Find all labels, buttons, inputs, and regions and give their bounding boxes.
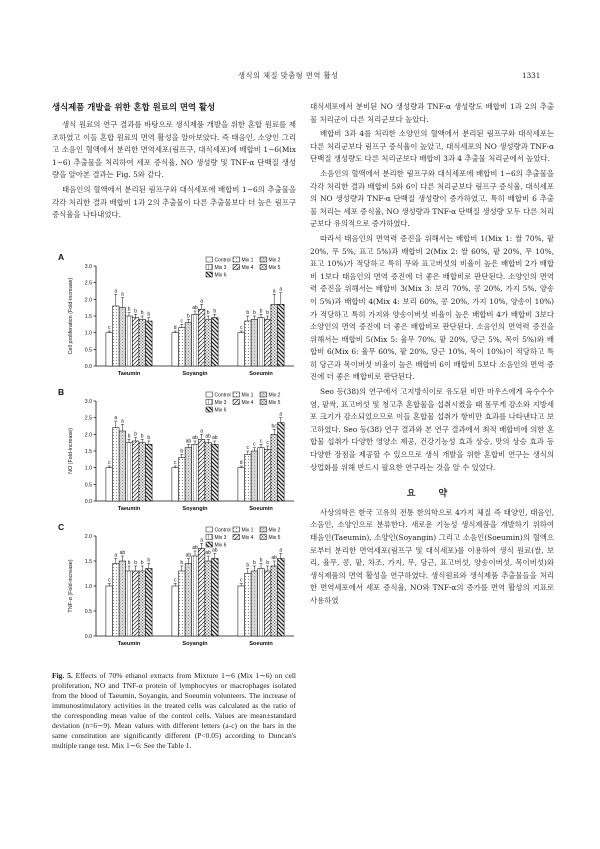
legend-label: Mix 1 xyxy=(241,257,254,264)
y-tick-label: 0.5 xyxy=(84,609,92,615)
legend-label: Mix 3 xyxy=(214,535,227,541)
caption-text: Effects of 70% ethanol extracts from Mixture 1∼6 (Mix 1∼6) on cell proliferation, NO and TNF-α protein of lymphocytes or macrophages isolated from the blood of Taeumin, Soyangin, and Soeumin volunteers. The increase of immunostimulatory activities in the treated cells was calculated as the ratio of the corresponding mean value of the control cells. Values are mean±standard deviation (n=6∼9). Mean values with different letters (a-c) on the bars in the same constitution are significantly different (P<0.05) according to Duncan's multiple range test. Mix 1∼6: See the Table 1. xyxy=(52,671,296,750)
bar xyxy=(238,333,245,366)
significance-letter: b xyxy=(134,308,137,315)
bar xyxy=(192,314,199,366)
significance-letter: a xyxy=(279,286,283,293)
significance-letter: b xyxy=(180,560,184,566)
bar xyxy=(172,468,179,501)
bar xyxy=(139,319,146,366)
bar xyxy=(113,428,120,501)
bar xyxy=(179,328,186,366)
x-tick-label: Soeumin xyxy=(249,641,273,647)
bar xyxy=(251,451,258,501)
bar xyxy=(119,561,126,636)
significance-letter: c xyxy=(107,325,111,331)
significance-letter: c xyxy=(239,325,243,331)
y-axis-label: TNF-α (Fold-increase) xyxy=(68,559,74,613)
bar xyxy=(126,316,133,366)
significance-letter: a xyxy=(114,288,118,295)
y-tick-label: 1.0 xyxy=(84,465,92,472)
significance-letter: b xyxy=(246,310,250,316)
bar xyxy=(146,444,153,501)
bar xyxy=(212,559,219,637)
bar xyxy=(258,448,265,501)
x-tick-label: Soeumin xyxy=(249,506,273,512)
legend-swatch xyxy=(260,265,267,270)
bar xyxy=(251,319,258,366)
panel-label: B xyxy=(58,387,65,397)
significance-letter: ab xyxy=(205,433,211,440)
running-header xyxy=(0,71,600,85)
bar xyxy=(146,569,153,637)
legend-swatch xyxy=(233,265,240,270)
y-axis-label: Cell proliferation (Fold-increase) xyxy=(68,277,74,355)
significance-letter: b xyxy=(180,448,184,455)
legend-swatch xyxy=(206,535,213,540)
legend-label: Mix 3 xyxy=(214,265,227,271)
y-tick-label: 2.0 xyxy=(84,297,92,304)
legend-label: Mix 2 xyxy=(268,392,281,399)
x-tick-label: Soyangin xyxy=(182,506,208,512)
legend-label: Control xyxy=(214,527,231,534)
significance-letter: b xyxy=(147,435,151,441)
bar xyxy=(146,321,153,366)
paragraph: 배합비 3과 4를 처리한 소양인의 혈액에서 분리된 림프구와 대식세포는 다른 처리군보다 림프구 증식율이 높았고, 대식세포의 NO 생성량과 TNF-α 단백질 생성량도 다른 처리군보다 배합비 3과 4 추출물 처리군에서 높았다. xyxy=(310,129,554,164)
paragraph: 소음인의 혈액에서 분리한 림프구와 대식세포에 배합비 1∼6의 추출물을 각각 처리한 결과 배합비 5와 6이 다른 처리군보다 림프구 증식율, 대식세포의 NO 생성량과 TNF-α 단백질 생성량이 증가하였고, 특히 배합비 6 추출물 처리는 세포 증식율, NO 생성량과 TNF-α 단백질 생성량 모두 다른 처리군보다 유의적으로 증가하였다. xyxy=(310,168,554,229)
bar xyxy=(278,423,285,501)
significance-letter: ab xyxy=(185,552,192,559)
legend-label: Mix 4 xyxy=(241,400,254,406)
significance-letter: ab xyxy=(119,550,126,556)
bar xyxy=(172,586,179,636)
significance-letter: c xyxy=(259,438,263,445)
significance-letter: b xyxy=(266,560,269,566)
legend-swatch xyxy=(233,400,240,405)
bar xyxy=(192,444,199,501)
significance-letter: ab xyxy=(271,555,277,561)
x-tick-label: Taeumin xyxy=(117,506,141,512)
significance-letter: ab xyxy=(185,438,192,445)
significance-letter: b xyxy=(259,308,263,315)
legend-label: Mix 1 xyxy=(241,527,254,534)
y-tick-label: 1.0 xyxy=(84,584,92,590)
significance-letter: b xyxy=(213,308,217,315)
y-tick-label: 0.5 xyxy=(84,482,92,489)
significance-letter: b xyxy=(134,431,137,438)
bar xyxy=(271,566,278,636)
legend-swatch xyxy=(206,392,213,397)
significance-letter: a xyxy=(121,418,124,425)
significance-letter: c xyxy=(253,441,256,448)
bar xyxy=(198,549,205,637)
legend-swatch xyxy=(233,392,240,397)
x-tick-label: Soyangin xyxy=(182,371,208,377)
y-tick-label: 3.0 xyxy=(84,264,92,270)
legend-label: Mix 4 xyxy=(241,265,254,271)
y-axis-label: NO (Fold-increase) xyxy=(68,428,74,474)
bar xyxy=(205,561,212,636)
bar xyxy=(238,468,245,501)
summary-paragraph: 사상의학은 한국 고유의 전통 한의학으로 4가지 체질 즉 태양인, 태음인, 소음인, 소양인으로 분류한다. 새로운 기능성 생식제품을 개발하기 위하여 태음인(Taeumin), 소양인(Soyangin) 그리고 소음인(Soeumin)의 혈액으로부터 분리한 면역세포(림프구 및 대식세포)를 이용하여 생식 원료(쌀, 보리, 율무, 콩, 팥, 차조, 가지, 무, 당근, 표고버섯, 양송이버섯, 목이버섯)와 생식제품의 면역 활성을 연구하였다. 생식원료와 생식제품 추출물들을 처리한 면역세포에서 세포 증식율, NO와 TNF-α의 증가를 면역 활성의 지표로 사용하였 xyxy=(310,507,554,605)
legend-swatch xyxy=(206,265,213,270)
significance-letter: a xyxy=(114,415,118,421)
bar xyxy=(185,448,192,501)
bar xyxy=(172,333,179,366)
bar xyxy=(198,439,205,501)
significance-letter: b xyxy=(266,310,269,316)
bar xyxy=(113,564,120,637)
y-tick-label: 2.0 xyxy=(84,534,92,540)
significance-letter: ab xyxy=(192,435,198,441)
running-title: 생식의 체질 맞춤형 면역 활성 xyxy=(238,71,339,80)
y-tick-label: 3.0 xyxy=(84,399,92,405)
significance-letter: ab xyxy=(212,547,218,554)
x-tick-label: Taeumin xyxy=(117,641,141,647)
legend-label: Mix 6 xyxy=(214,272,227,279)
significance-letter: b xyxy=(127,433,131,440)
bar xyxy=(278,559,285,637)
significance-letter: c xyxy=(239,577,243,584)
legend-label: Control xyxy=(214,392,231,399)
significance-letter: b xyxy=(253,310,256,316)
right-column xyxy=(310,101,554,610)
significance-letter: b xyxy=(206,310,210,316)
significance-letter: a xyxy=(272,288,276,295)
page-number: 1331 xyxy=(522,71,541,80)
legend-label: Mix 1 xyxy=(241,392,254,399)
y-tick-label: 0.0 xyxy=(84,634,92,640)
significance-letter: b xyxy=(127,306,131,313)
bar xyxy=(106,586,113,636)
bar xyxy=(185,564,192,637)
significance-letter: b xyxy=(253,560,256,566)
bar xyxy=(126,443,133,501)
significance-letter: b xyxy=(127,560,131,566)
y-tick-label: 0.0 xyxy=(84,364,92,370)
legend-swatch xyxy=(206,407,213,412)
bar xyxy=(258,569,265,637)
bar xyxy=(205,443,212,501)
legend-swatch xyxy=(260,257,267,262)
legend-label: Mix 3 xyxy=(214,400,227,406)
significance-letter: ab xyxy=(212,435,218,441)
y-tick-label: 2.0 xyxy=(84,432,92,439)
bar xyxy=(245,454,252,501)
caption-label: Fig. 5. xyxy=(52,671,73,680)
y-tick-label: 1.5 xyxy=(84,559,92,565)
bar xyxy=(212,318,219,366)
bar xyxy=(192,556,199,636)
x-tick-label: Taeumin xyxy=(117,371,141,377)
legend-label: Mix 5 xyxy=(268,535,281,541)
legend-swatch xyxy=(206,400,213,405)
significance-letter: b xyxy=(187,313,190,320)
bar xyxy=(205,319,212,366)
significance-letter: b xyxy=(140,433,144,440)
legend-label: Mix 5 xyxy=(268,265,281,271)
legend-swatch xyxy=(260,400,267,405)
significance-letter: d xyxy=(173,325,177,331)
significance-letter: c xyxy=(173,577,177,584)
section-title: 생식제품 개발을 위한 혼합 원료의 면역 활성 xyxy=(52,102,216,112)
bar xyxy=(245,574,252,637)
significance-letter: a xyxy=(279,411,283,418)
significance-letter: ab xyxy=(192,545,198,551)
legend-label: Mix 4 xyxy=(241,535,254,541)
significance-letter: c xyxy=(107,460,111,466)
bar xyxy=(258,318,265,366)
significance-letter: bc xyxy=(271,423,277,430)
legend-swatch xyxy=(233,535,240,540)
paragraph: 따라서 태음인의 면역력 증진을 위해서는 배합비 1(Mix 1: 쌀 70%, 팥 20%, 무 5%, 표고 5%)과 배합비 2(Mix 2: 쌀 60%, 팥 20%, 무 10%, 표고 10%)가 적당하고 특히 무와 표고버섯의 비율이 높은 배합비 2가 배합비 1보다 태음인의 면역 증진에 더 좋은 배합비로 판단된다. 소양인의 면역력 증진을 위해서는 배합비 3(Mix 3: 보리 70%, 콩 20%, 가지 5%, 양송이 5%)과 배합비 4(Mix 4: 보리 60%, 콩 20%, 가지 10%, 양송이 10%)가 적당하고 특히 가지와 양송이버섯 비율이 높은 배합비 4가 배합비 3보다 소양인의 면역 증진에 더 좋은 배합비로 판단된다. 소음인의 면역력 증진을 위해서는 배합비 5(Mix 5: 율무 70%, 팥 20%, 당근 5%, 목이 5%)와 배합비 6(Mix 6: 율무 60%, 팥 20%, 당근 10%, 목이 10%)이 적당하고 특히 당근과 목이버섯 비율이 높은 배합비 6이 배합비 5보다 소음인의 면역 증진에 더 좋은 배합비로 판단된다. xyxy=(310,233,554,382)
bar xyxy=(132,441,139,501)
bar xyxy=(251,571,258,636)
bar xyxy=(212,444,219,501)
bar xyxy=(126,571,133,636)
y-tick-label: 0.0 xyxy=(84,499,92,505)
bar xyxy=(119,431,126,501)
bar xyxy=(119,308,126,366)
significance-letter: b xyxy=(140,310,144,316)
legend-label: Mix 6 xyxy=(214,542,227,549)
x-tick-label: Soeumin xyxy=(249,371,273,377)
legend-swatch xyxy=(260,527,267,532)
legend-label: Control xyxy=(214,257,231,264)
bar xyxy=(139,571,146,636)
bar xyxy=(264,449,271,501)
bar xyxy=(245,321,252,366)
significance-letter: d xyxy=(239,460,243,466)
significance-letter: b xyxy=(140,560,144,566)
legend-label: Mix 2 xyxy=(268,527,281,534)
bar xyxy=(106,468,113,501)
significance-letter: c xyxy=(266,440,269,446)
legend-label: Mix 2 xyxy=(268,257,281,264)
legend-swatch xyxy=(206,272,213,277)
figure-5 xyxy=(58,248,298,668)
left-column xyxy=(52,101,296,224)
significance-letter: c xyxy=(246,445,250,451)
legend-swatch xyxy=(260,392,267,397)
significance-letter: b xyxy=(147,311,151,318)
bar xyxy=(179,571,186,636)
bar xyxy=(113,306,120,366)
legend-label: Mix 6 xyxy=(214,407,227,414)
bar xyxy=(271,304,278,366)
panel-label: A xyxy=(58,252,65,262)
bar xyxy=(106,333,113,366)
bar xyxy=(264,571,271,636)
significance-letter: b xyxy=(147,557,151,564)
significance-letter: c xyxy=(180,318,184,325)
significance-letter: b xyxy=(134,560,137,566)
y-tick-label: 1.5 xyxy=(84,314,92,320)
y-tick-label: 2.5 xyxy=(84,415,92,422)
bar xyxy=(198,309,205,366)
legend-swatch xyxy=(206,542,213,547)
bar xyxy=(264,319,271,366)
x-tick-label: Soyangin xyxy=(182,641,208,647)
legend-swatch xyxy=(206,257,213,262)
significance-letter: b xyxy=(246,562,250,569)
significance-letter: a xyxy=(200,298,203,305)
bar xyxy=(179,458,186,501)
significance-letter: c xyxy=(107,577,111,584)
paragraph: 생식 원료의 연구 결과를 바탕으로 생식제품 개발을 위한 혼합 원료를 제조하였고 이들 혼합 원료의 면역 활성을 알아보았다. 즉 태음인, 소양인 그리고 소음인 혈액에서 분리한 면역세포(림프구, 대식세포)에 배합비 1∼6(Mix 1∼6) 추출물을 처리하여 세포 증식율, NO 생성량 및 TNF-α 단백질 생성량을 알아본 결과는 Fig. 5와 같다. xyxy=(52,120,296,180)
legend-swatch xyxy=(206,527,213,532)
significance-letter: ab xyxy=(205,550,211,556)
bar xyxy=(238,586,245,636)
bar xyxy=(132,571,139,636)
y-tick-label: 1.5 xyxy=(84,449,92,455)
significance-letter: c xyxy=(173,460,177,466)
legend-label: Mix 5 xyxy=(268,400,281,406)
legend-swatch xyxy=(260,535,267,540)
paragraph: Seo 등(38)의 연구에서 고지방식이로 유도된 비만 마우스에게 옥수수수염, 팥싹, 표고버섯 및 청고추 혼합물을 섭취시켰을 때 몸무게 감소와 지방세포 크기가 감소되었으므로 이들 혼합물 섭취가 항비만 효과를 나타낸다고 보고하였다. Seo 등(38) 연구 결과와 본 연구 결과에서 최적 배합비에 의한 혼합물 섭취가 다양한 영양소 제공, 건강기능성 효과 상승, 맛의 상승 효과 등 다양한 장점을 제공할 수 있으므로 생식 개발을 위한 혼합비 연구는 생식의 상업화를 위해 반드시 필요한 연구라는 것을 알 수 있었다. xyxy=(310,387,554,472)
bar xyxy=(185,323,192,366)
significance-letter: b xyxy=(259,557,263,564)
legend-swatch xyxy=(233,257,240,262)
figure-caption xyxy=(52,671,296,751)
y-tick-label: 1.0 xyxy=(84,330,92,337)
significance-letter: a xyxy=(121,291,124,298)
y-tick-label: 0.5 xyxy=(84,347,92,354)
bar xyxy=(139,443,146,501)
figure-5-svg xyxy=(58,248,298,668)
bar xyxy=(278,304,285,366)
paragraph: 태음인의 혈액에서 분리된 림프구와 대식세포에 배합비 1∼6의 추출물을 각각 처리한 결과 배합비 1과 2의 추출물이 다른 추출물보다 더 높은 림프구 증식율을 나타내었다. xyxy=(52,184,296,220)
bar xyxy=(132,318,139,366)
significance-letter: a xyxy=(279,547,283,554)
legend-swatch xyxy=(233,527,240,532)
panel-label: C xyxy=(58,522,65,532)
significance-letter: a xyxy=(114,552,118,559)
y-tick-label: 2.5 xyxy=(84,280,92,287)
paragraph: 대식세포에서 분비된 NO 생성량과 TNF-α 생성량도 배합비 1과 2의 추출물 처리군이 다른 처리군보다 높았다. xyxy=(310,102,554,124)
bar xyxy=(271,434,278,501)
significance-letter: a xyxy=(200,537,203,544)
summary-title: 요 약 xyxy=(406,489,458,500)
significance-letter: a xyxy=(200,428,203,435)
significance-letter: ab xyxy=(192,305,198,311)
